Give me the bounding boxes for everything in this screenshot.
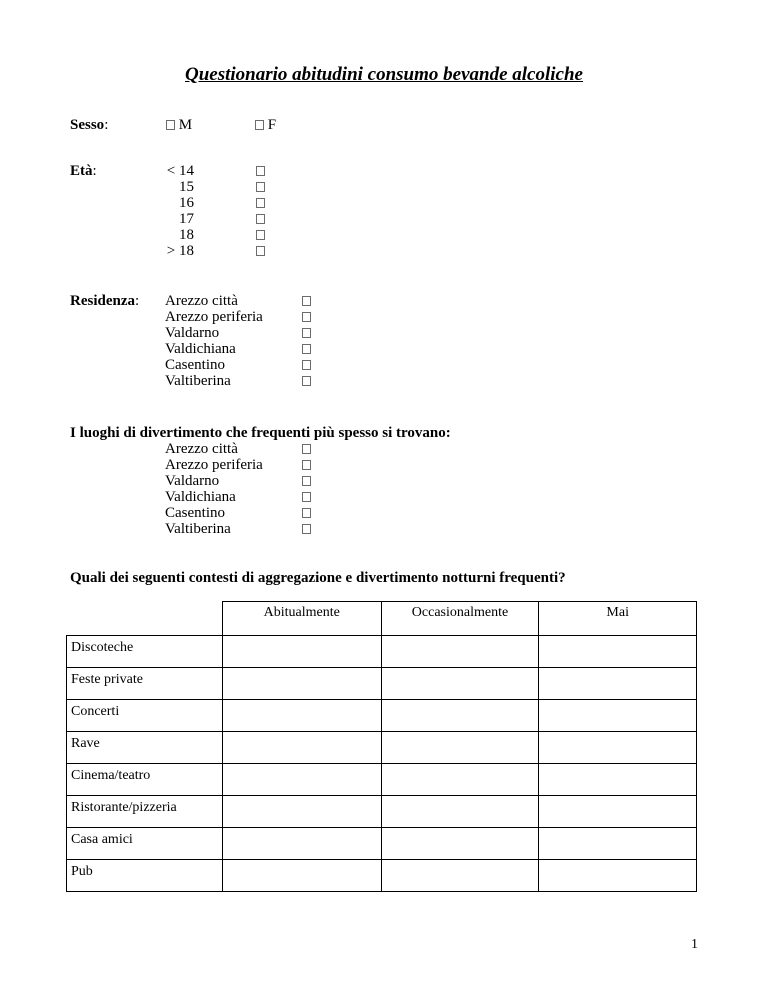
table-row [67, 636, 697, 668]
eta-label: Età: [70, 163, 97, 179]
residenza-option-label: Casentino [165, 357, 225, 373]
checkbox-icon[interactable] [302, 296, 311, 306]
luoghi-options [165, 441, 263, 537]
table-row [67, 668, 697, 700]
checkbox-icon[interactable] [256, 246, 265, 256]
row-label: Casa amici [67, 828, 223, 860]
answer-cell[interactable] [222, 828, 381, 860]
row-label: Rave [67, 732, 223, 764]
luoghi-option-label: Arezzo periferia [165, 457, 263, 473]
residenza-option-label: Valtiberina [165, 373, 231, 389]
answer-cell[interactable] [381, 636, 539, 668]
answer-cell[interactable] [222, 764, 381, 796]
answer-cell[interactable] [381, 732, 539, 764]
checkbox-icon[interactable] [166, 120, 175, 130]
checkbox-icon[interactable] [302, 376, 311, 386]
answer-cell[interactable] [381, 796, 539, 828]
checkbox-icon[interactable] [256, 198, 265, 208]
answer-cell[interactable] [539, 636, 697, 668]
luoghi-option-label: Valtiberina [165, 521, 231, 537]
answer-cell[interactable] [539, 668, 697, 700]
checkbox-icon[interactable] [302, 476, 311, 486]
row-label: Cinema/teatro [67, 764, 223, 796]
checkbox-icon[interactable] [302, 360, 311, 370]
row-label: Ristorante/pizzeria [67, 796, 223, 828]
answer-cell[interactable] [539, 828, 697, 860]
column-header: Mai [539, 602, 697, 636]
contesti-question: Quali dei seguenti contesti di aggregazione e divertimento notturni frequenti? [70, 570, 566, 586]
column-header: Abitualmente [222, 602, 381, 636]
eta-checkboxes [256, 163, 265, 259]
residenza-option-label: Valdarno [165, 325, 220, 341]
eta-option-label: < 14 [166, 163, 194, 179]
residenza-label: Residenza: [70, 293, 140, 309]
residenza-option-label: Arezzo città [165, 293, 238, 309]
eta-option-label: 15 [179, 179, 194, 195]
eta-option-label: > 18 [166, 243, 194, 259]
luoghi-option-label: Valdarno [165, 473, 220, 489]
checkbox-icon[interactable] [255, 120, 264, 130]
checkbox-icon[interactable] [302, 312, 311, 322]
residenza-option-label: Valdichiana [165, 341, 236, 357]
answer-cell[interactable] [539, 796, 697, 828]
luoghi-checkboxes [302, 441, 311, 537]
checkbox-icon[interactable] [302, 492, 311, 502]
checkbox-icon[interactable] [256, 182, 265, 192]
row-label: Pub [67, 860, 223, 892]
checkbox-icon[interactable] [302, 508, 311, 518]
eta-option-label: 16 [179, 195, 194, 211]
residenza-checkboxes [302, 293, 311, 389]
eta-option-label: 17 [179, 211, 194, 227]
table-row [67, 732, 697, 764]
table-row [67, 700, 697, 732]
checkbox-icon[interactable] [302, 344, 311, 354]
checkbox-icon[interactable] [302, 444, 311, 454]
checkbox-icon[interactable] [256, 230, 265, 240]
table-row [67, 796, 697, 828]
page-number: 1 [691, 937, 698, 952]
answer-cell[interactable] [381, 668, 539, 700]
residenza-options [165, 293, 263, 389]
checkbox-icon[interactable] [256, 166, 265, 176]
luoghi-option-label: Casentino [165, 505, 225, 521]
answer-cell[interactable] [539, 700, 697, 732]
answer-cell[interactable] [222, 796, 381, 828]
table-row [67, 828, 697, 860]
table-row [67, 860, 697, 892]
eta-options [164, 163, 194, 259]
row-label: Feste private [67, 668, 223, 700]
sesso-option-m[interactable]: M [166, 117, 192, 133]
answer-cell[interactable] [222, 732, 381, 764]
checkbox-icon[interactable] [256, 214, 265, 224]
checkbox-icon[interactable] [302, 328, 311, 338]
column-header: Occasionalmente [381, 602, 539, 636]
contesti-table [66, 601, 697, 892]
sesso-label: Sesso: [70, 117, 109, 133]
residenza-option-label: Arezzo periferia [165, 309, 263, 325]
answer-cell[interactable] [381, 860, 539, 892]
luoghi-option-label: Valdichiana [165, 489, 236, 505]
answer-cell[interactable] [222, 668, 381, 700]
document-title: Questionario abitudini consumo bevande alcoliche [185, 64, 583, 85]
eta-option-label: 18 [179, 227, 194, 243]
luoghi-question: I luoghi di divertimento che frequenti più spesso si trovano: [70, 425, 451, 441]
answer-cell[interactable] [381, 828, 539, 860]
checkbox-icon[interactable] [302, 460, 311, 470]
checkbox-icon[interactable] [302, 524, 311, 534]
answer-cell[interactable] [539, 732, 697, 764]
answer-cell[interactable] [539, 860, 697, 892]
answer-cell[interactable] [222, 700, 381, 732]
row-label: Discoteche [67, 636, 223, 668]
answer-cell[interactable] [222, 636, 381, 668]
answer-cell[interactable] [539, 764, 697, 796]
answer-cell[interactable] [222, 860, 381, 892]
table-header-row [67, 602, 697, 636]
table-row [67, 764, 697, 796]
sesso-option-f[interactable]: F [255, 117, 276, 133]
luoghi-option-label: Arezzo città [165, 441, 238, 457]
row-label: Concerti [67, 700, 223, 732]
answer-cell[interactable] [381, 764, 539, 796]
answer-cell[interactable] [381, 700, 539, 732]
